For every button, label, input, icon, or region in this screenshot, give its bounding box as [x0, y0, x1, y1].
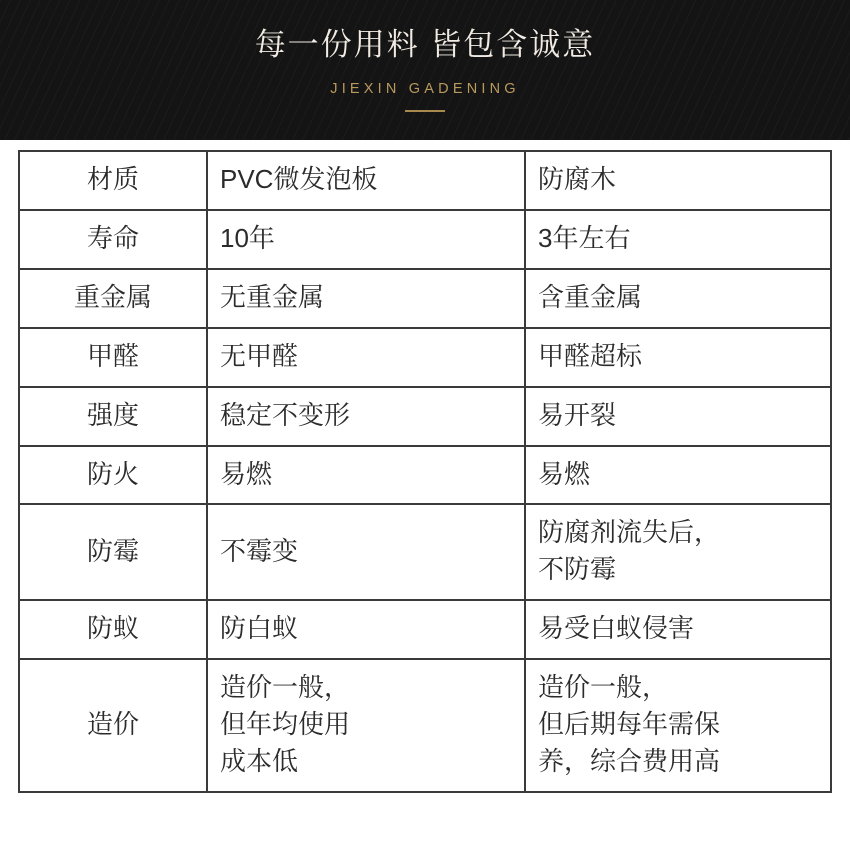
- table-row: [19, 151, 831, 210]
- cell-line: 但后期每年需保: [538, 709, 721, 740]
- cell-lines: [220, 161, 512, 198]
- table-row: [19, 328, 831, 387]
- cell-line: 稳定不变形: [220, 399, 351, 430]
- row-value-wood: [525, 210, 831, 269]
- cell-line: 甲醛超标: [538, 340, 643, 371]
- cell-lines: [220, 533, 512, 570]
- table-row: [19, 504, 831, 600]
- cell-lines: [220, 397, 512, 434]
- cell-lines: [220, 610, 512, 647]
- row-value-wood: [525, 600, 831, 659]
- row-value-pvc: [207, 659, 525, 792]
- cell-line: 无甲醛: [220, 340, 299, 371]
- row-value-pvc: [207, 210, 525, 269]
- row-value-pvc: [207, 446, 525, 505]
- cell-line: 易受白蚁侵害: [538, 613, 695, 644]
- cell-line: 易燃: [538, 458, 591, 489]
- cell-line: 不霉变: [220, 535, 299, 566]
- row-label: 甲醛: [19, 328, 207, 387]
- comparison-table-wrapper: [18, 150, 832, 793]
- cell-lines: [220, 338, 512, 375]
- cell-line: 防腐剂流失后，: [538, 517, 721, 548]
- cell-lines: [538, 279, 818, 316]
- banner-subtitle: JIEXIN GADENING: [330, 81, 520, 98]
- row-label: 寿命: [19, 210, 207, 269]
- row-value-wood: [525, 151, 831, 210]
- table-row: [19, 210, 831, 269]
- row-value-pvc: [207, 387, 525, 446]
- cell-lines: [538, 514, 818, 588]
- row-label: 材质: [19, 151, 207, 210]
- row-value-pvc: [207, 151, 525, 210]
- table-row: [19, 659, 831, 792]
- cell-lines: [538, 456, 818, 493]
- cell-line: PVC微发泡板: [220, 164, 378, 194]
- cell-lines: [220, 456, 512, 493]
- row-value-wood: [525, 269, 831, 328]
- comparison-table-body: [19, 151, 831, 792]
- cell-line: 易开裂: [538, 399, 617, 430]
- cell-line: 10年: [220, 222, 275, 253]
- table-row: [19, 387, 831, 446]
- cell-lines: [220, 279, 512, 316]
- cell-line: 造价一般，: [220, 672, 351, 703]
- cell-line: 防腐木: [538, 164, 617, 194]
- cell-line: 成本低: [220, 745, 299, 776]
- row-value-pvc: [207, 269, 525, 328]
- cell-lines: [538, 338, 818, 375]
- banner-title: 每一份用料 皆包含诚意: [254, 27, 596, 62]
- cell-line: 易燃: [220, 458, 273, 489]
- row-value-pvc: [207, 600, 525, 659]
- row-label: 强度: [19, 387, 207, 446]
- row-value-wood: [525, 387, 831, 446]
- row-value-pvc: [207, 328, 525, 387]
- table-row: [19, 269, 831, 328]
- comparison-table: [18, 150, 832, 793]
- cell-lines: [538, 610, 818, 647]
- row-label: 防火: [19, 446, 207, 505]
- cell-line: 防白蚁: [220, 613, 299, 644]
- cell-line: 3年左右: [538, 222, 631, 253]
- row-label: 防霉: [19, 504, 207, 600]
- cell-line: 养，综合费用高: [538, 745, 721, 776]
- banner-divider: [405, 110, 445, 112]
- cell-line: 无重金属: [220, 281, 325, 312]
- row-value-pvc: [207, 504, 525, 600]
- header-banner-content: [0, 0, 850, 140]
- cell-lines: [220, 669, 512, 780]
- row-value-wood: [525, 446, 831, 505]
- row-label: 防蚁: [19, 600, 207, 659]
- cell-line: 不防霉: [538, 554, 617, 585]
- cell-lines: [220, 220, 512, 257]
- table-row: [19, 600, 831, 659]
- row-label: 重金属: [19, 269, 207, 328]
- table-row: [19, 446, 831, 505]
- cell-line: 造价一般，: [538, 672, 669, 703]
- cell-line: 含重金属: [538, 281, 643, 312]
- cell-lines: [538, 161, 818, 198]
- row-value-wood: [525, 328, 831, 387]
- cell-lines: [538, 669, 818, 780]
- cell-lines: [538, 397, 818, 434]
- row-value-wood: [525, 504, 831, 600]
- row-label: 造价: [19, 659, 207, 792]
- header-banner: [0, 0, 850, 140]
- row-value-wood: [525, 659, 831, 792]
- cell-line: 但年均使用: [220, 709, 351, 740]
- cell-lines: [538, 220, 818, 257]
